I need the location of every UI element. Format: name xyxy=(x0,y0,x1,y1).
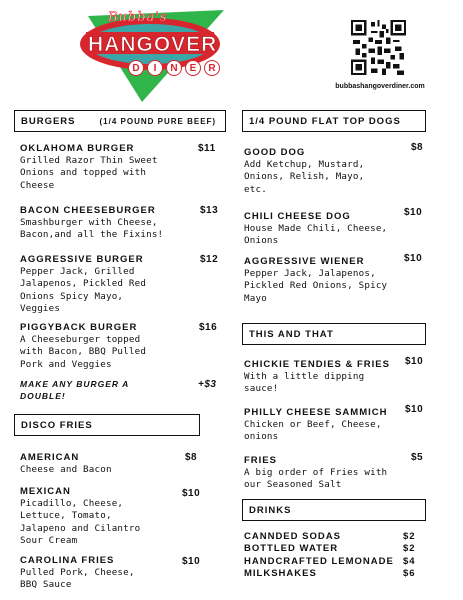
item-name: BACON CHEESEBURGER xyxy=(20,205,156,216)
item-name: CAROLINA FRIES xyxy=(20,555,115,566)
item-price: $12 xyxy=(200,254,219,265)
section-title: 1/4 POUND FLAT TOP DOGS xyxy=(249,115,401,127)
menu-item-bacon-cheeseburger xyxy=(20,204,230,242)
item-desc-line: BBQ Sauce xyxy=(20,579,72,591)
section-title: DISCO FRIES xyxy=(21,419,93,431)
section-header-this-and-that xyxy=(242,323,426,345)
menu-item-chili-cheese-dog xyxy=(244,210,424,248)
drink-name: HANDCRAFTED LEMONADE xyxy=(244,555,394,567)
item-desc-line: etc. xyxy=(244,183,267,195)
item-desc-line: Pickled Red Onions, Spicy xyxy=(244,280,388,292)
menu-item-fries xyxy=(244,454,424,492)
item-name: PIGGYBACK BURGER xyxy=(20,322,138,333)
item-desc-line: Picadillo, Cheese, xyxy=(20,498,124,509)
item-desc-line: Onions xyxy=(244,235,279,247)
item-price: $16 xyxy=(199,322,218,333)
drink-price: $6 xyxy=(403,568,416,580)
section-header-dogs xyxy=(242,110,426,132)
item-name: AGGRESSIVE BURGER xyxy=(20,254,144,265)
item-desc-line: onions xyxy=(244,431,279,443)
logo-diner-circles xyxy=(128,60,220,76)
website-url[interactable]: bubbashangoverdiner.com xyxy=(335,83,425,90)
item-desc-line: sauce! xyxy=(244,383,279,395)
menu-item-philly-cheese-sammich xyxy=(244,406,409,444)
item-price: $13 xyxy=(200,205,219,216)
item-desc-line: Cheese xyxy=(20,179,55,191)
logo-diner-letter: D xyxy=(128,60,144,76)
menu-item-chickie-tendies xyxy=(244,358,409,396)
item-price: $5 xyxy=(411,452,424,463)
drink-price: $4 xyxy=(403,555,416,567)
item-desc-line: Veggies xyxy=(20,303,61,315)
make-double-note xyxy=(20,378,210,402)
item-desc-line: Jalapeno and Cilantro xyxy=(20,522,141,534)
item-desc-line: Pepper Jack, Jalapenos, xyxy=(244,268,376,279)
logo-diner-letter: E xyxy=(185,60,201,76)
item-desc-line: with Bacon, BBQ Pulled xyxy=(20,346,147,358)
drink-name: BOTTLED WATER xyxy=(244,543,339,555)
drink-name: CANNDED SODAS xyxy=(244,531,341,542)
item-name: GOOD DOG xyxy=(244,147,306,158)
drink-name: MILKSHAKES xyxy=(244,568,317,580)
item-desc-line: Cheese and Bacon xyxy=(20,464,112,475)
item-price: $10 xyxy=(182,556,201,567)
item-desc-line: Onions Spicy Mayo, xyxy=(20,290,124,302)
item-name: MEXICAN xyxy=(20,486,71,497)
menu-item-carolina-fries xyxy=(20,554,190,592)
item-desc-line: A big order of Fries with xyxy=(244,467,388,478)
logo-diner-letter: I xyxy=(147,60,163,76)
menu-item-mexican-fries xyxy=(20,485,190,548)
item-desc-line: Lettuce, Tomato, xyxy=(20,510,112,522)
section-title: THIS AND THAT xyxy=(249,328,334,340)
item-desc-line: A Cheeseburger topped xyxy=(20,334,141,345)
logo-diner-letter: N xyxy=(166,60,182,76)
menu-item-good-dog xyxy=(244,146,424,196)
item-desc-line: Onions, Relish, Mayo, xyxy=(244,171,365,183)
item-desc-line: Pork and Veggies xyxy=(20,358,112,370)
menu-item-american-fries xyxy=(20,451,190,476)
item-price: $8 xyxy=(411,142,424,153)
drink-price: $2 xyxy=(403,531,416,542)
drink-price: $2 xyxy=(403,543,416,555)
item-price: $11 xyxy=(198,143,216,154)
item-desc-line: Bacon,and all the Fixins! xyxy=(20,229,164,241)
item-desc-line: Smashburger with Cheese, xyxy=(20,217,158,228)
logo-main-text: HANGOVER xyxy=(88,33,218,56)
item-price: $10 xyxy=(404,253,423,264)
item-desc-line: Jalapenos, Pickled Red xyxy=(20,278,147,290)
item-price: $10 xyxy=(182,488,201,499)
menu-item-aggressive-wiener xyxy=(244,255,424,305)
item-desc-line: Sour Cream xyxy=(20,535,78,547)
item-desc-line: Mayo xyxy=(244,292,267,304)
item-name: AMERICAN xyxy=(20,452,80,463)
logo-script-text: Bubba's xyxy=(108,10,168,25)
item-desc-line: Chicken or Beef, Cheese, xyxy=(244,419,382,430)
menu-item-aggressive-burger xyxy=(20,253,230,316)
drinks-prices xyxy=(403,531,416,581)
section-note: (1/4 POUND PURE BEEF) xyxy=(99,116,217,126)
item-desc-line: Pulled Pork, Cheese, xyxy=(20,567,135,578)
item-desc-line: Pepper Jack, Grilled xyxy=(20,266,135,277)
double-note-line: DOUBLE! xyxy=(20,391,66,401)
section-header-burgers xyxy=(14,110,226,132)
item-desc-line: House Made Chili, Cheese, xyxy=(244,223,388,234)
double-price: +$3 xyxy=(198,379,217,390)
section-title: DRINKS xyxy=(249,504,292,516)
item-desc-line: With a little dipping xyxy=(244,371,365,382)
section-header-disco-fries xyxy=(14,414,200,436)
double-note-line: MAKE ANY BURGER A xyxy=(20,379,130,389)
item-name: CHILI CHEESE DOG xyxy=(244,211,351,222)
item-price: $10 xyxy=(405,356,424,367)
item-desc-line: Onions and topped with xyxy=(20,167,147,179)
drinks-list xyxy=(244,531,394,581)
item-price: $10 xyxy=(405,404,424,415)
item-desc-line: Grilled Razor Thin Sweet xyxy=(20,155,158,166)
item-name: PHILLY CHEESE SAMMICH xyxy=(244,407,388,418)
item-name: CHICKIE TENDIES & FRIES xyxy=(244,359,390,370)
item-name: FRIES xyxy=(244,455,277,466)
item-name: OKLAHOMA BURGER xyxy=(20,143,135,154)
item-desc-line: Add Ketchup, Mustard, xyxy=(244,159,365,170)
item-name: AGGRESSIVE WIENER xyxy=(244,256,365,267)
section-title: BURGERS xyxy=(21,115,76,127)
section-header-drinks xyxy=(242,499,426,521)
logo-diner-letter: R xyxy=(204,60,220,76)
qr-code-icon[interactable] xyxy=(351,20,406,75)
item-price: $8 xyxy=(185,452,198,463)
item-desc-line: our Seasoned Salt xyxy=(244,479,342,491)
item-price: $10 xyxy=(404,207,423,218)
